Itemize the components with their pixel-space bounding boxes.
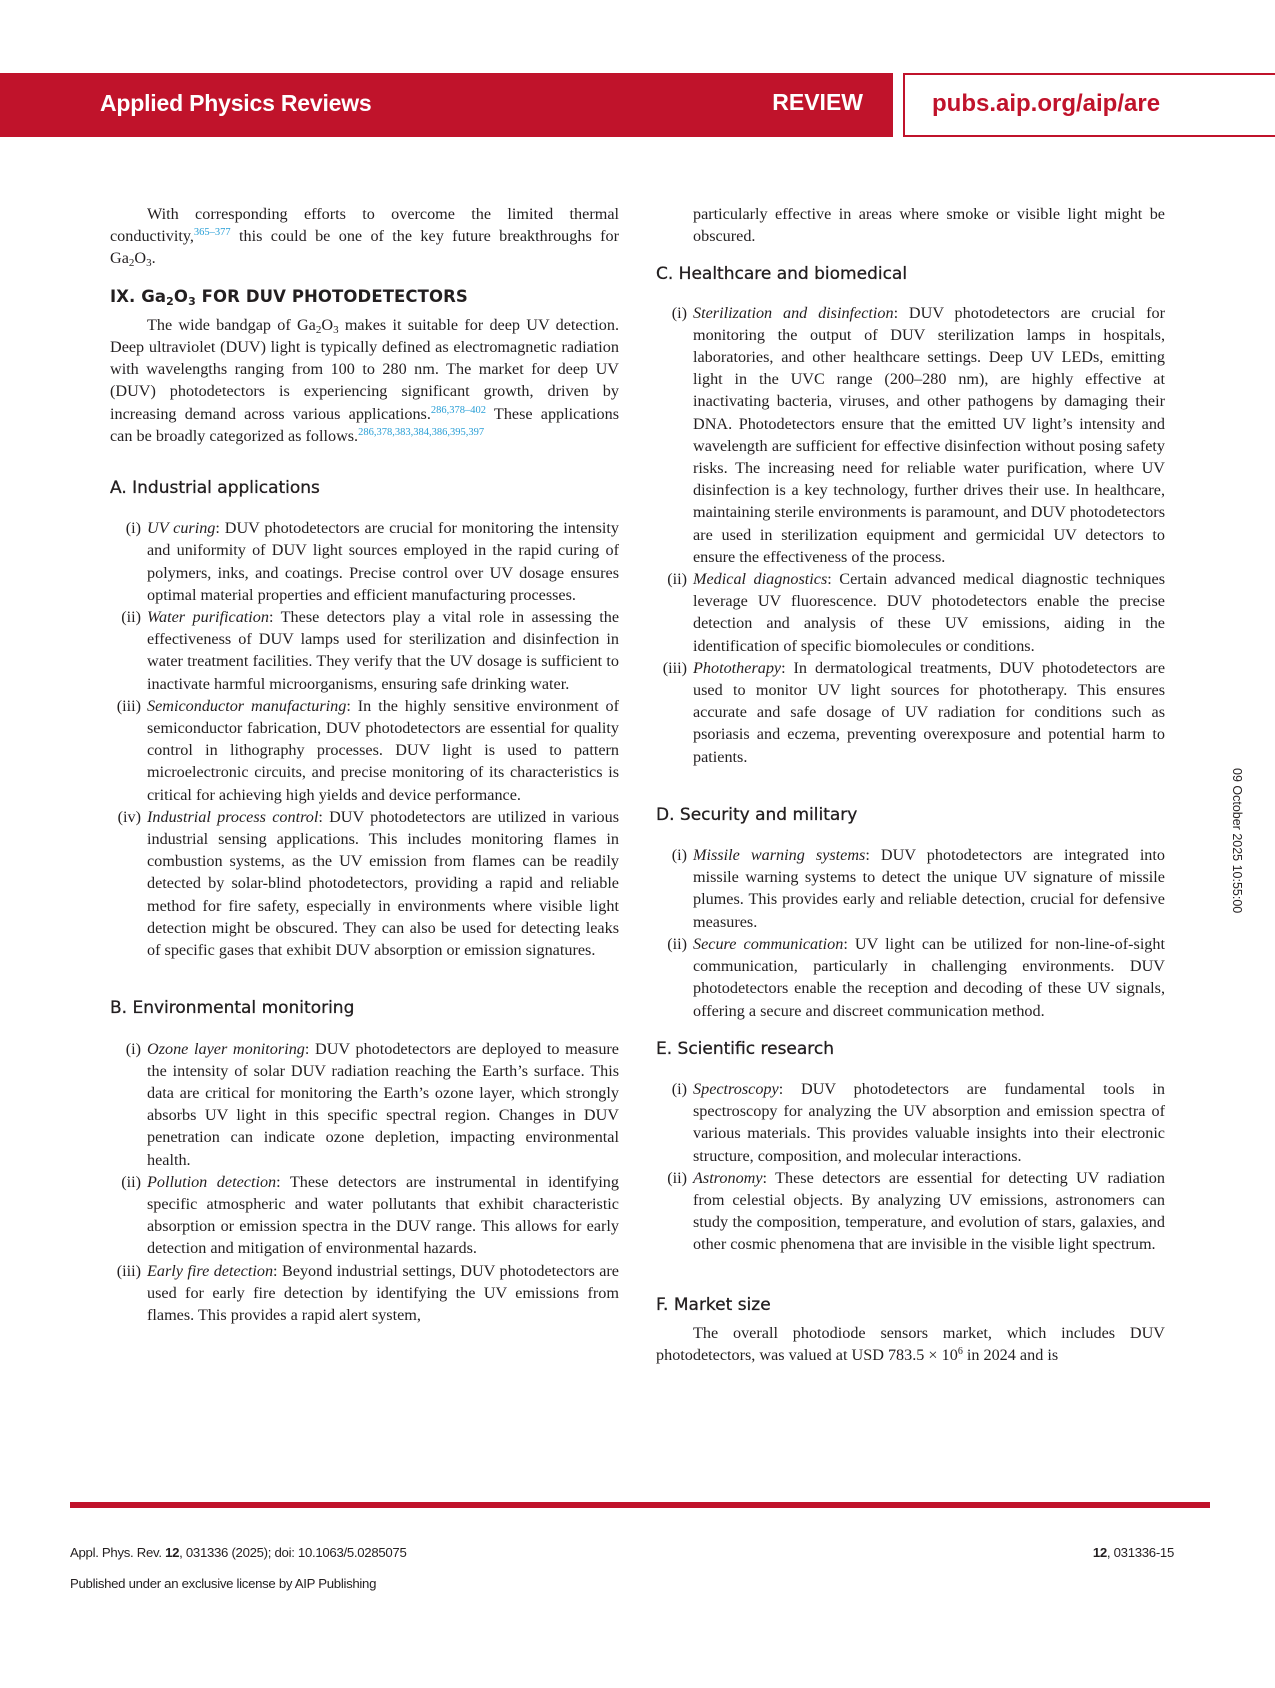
intro-text: O: [134, 249, 147, 268]
item-number: (ii): [121, 1172, 141, 1191]
list-environmental: [110, 1038, 619, 1327]
item-term: Spectroscopy: [693, 1079, 779, 1098]
doi-link[interactable]: , 031336 (2025); doi: 10.1063/5.0285075: [179, 1545, 407, 1560]
para-text: The wide bandgap of Ga: [147, 315, 316, 334]
item-number: (iv): [117, 807, 141, 826]
heading-text: IX. Ga: [110, 286, 167, 306]
list-item: [110, 606, 619, 695]
subscript: 3: [188, 294, 196, 308]
page-number: [1093, 1545, 1174, 1560]
item-term: UV curing: [147, 519, 216, 538]
item-number: (ii): [121, 608, 141, 627]
item-term: Medical diagnostics: [693, 570, 828, 589]
item-term: Pollution detection: [147, 1172, 277, 1191]
subsection-heading-a: A. Industrial applications: [110, 478, 320, 499]
continuation-text: particularly effective in areas where smoke or visible light might be obscured.: [693, 205, 1165, 246]
list-item: [656, 844, 1165, 933]
item-text: : Certain advanced medical diagnostic techniques leverage UV fluorescence. DUV photodetectors enable the precise detection and analysis of these UV emissions, aiding in the identification of specific biomolecules or conditions.: [693, 570, 1165, 655]
item-number: (ii): [667, 570, 687, 589]
list-industrial: [110, 517, 619, 961]
para-text: These applications can be broadly categorized as follows.: [110, 404, 619, 445]
subscript: 2: [166, 294, 174, 308]
item-number: (i): [671, 846, 687, 865]
item-text: : UV light can be utilized for non-line-of-sight communication, particularly in challenging environments. DUV photodetectors enable the reception and decoding of these UV signals, offering a secure and discreet communication method.: [693, 934, 1165, 1020]
left-column: [110, 203, 619, 1326]
journal-url-link[interactable]: pubs.aip.org/aip/are: [932, 90, 1161, 117]
list-item: [656, 302, 1165, 568]
item-text: : DUV photodetectors are deployed to measure the intensity of solar DUV radiation reaching the Earth’s surface. This data are critical for monitoring the Earth’s ozone layer, which strongly absorbs UV light in this specific spectral region. Changes in DUV penetration can indicate ozone depletion, impacting environmental health.: [147, 1039, 619, 1169]
list-item: [110, 695, 619, 806]
volume-number: 12: [1092, 1545, 1107, 1560]
section-ix-paragraph: [110, 314, 619, 447]
item-term: Astronomy: [693, 1168, 763, 1187]
volume-number: 12: [165, 1545, 180, 1560]
subsection-heading-d: D. Security and military: [656, 804, 858, 825]
item-text: : Beyond industrial settings, DUV photodetectors are used for early fire detection by identifying the UV emissions from flames. This provides a rapid alert system,: [147, 1261, 619, 1324]
subscript: 3: [333, 323, 339, 336]
section-heading-ix: [110, 286, 619, 308]
item-number: (ii): [667, 934, 687, 953]
journal-title[interactable]: Applied Physics Reviews: [100, 90, 372, 116]
list-item: [110, 517, 619, 606]
item-number: (iii): [116, 696, 141, 715]
item-text: : In dermatological treatments, DUV photodetectors are used to monitor UV light sources for phototherapy. This ensures accurate and safe dosage of UV radiation for conditions such as psoriasis and eczema, preventing overexposure and potential harm to patients.: [693, 658, 1165, 766]
intro-text: With corresponding efforts to overcome the limited thermal conductivity,: [110, 205, 619, 246]
para-text: O: [321, 315, 334, 334]
para-text: makes it suitable for deep UV detection. Deep ultraviolet (DUV) light is typically defined as electromagnetic radiation with wavelengths ranging from 100 to 280 nm. The market for deep UV (DUV) photodetectors is experiencing significant growth, driven by increasing demand across various applications.: [110, 315, 619, 423]
subsection-heading-b: B. Environmental monitoring: [110, 998, 355, 1019]
list-item: [110, 1260, 619, 1327]
footer-license: Published under an exclusive license by AIP Publishing: [70, 1576, 377, 1591]
footer-citation: [70, 1545, 407, 1560]
item-term: Sterilization and disinfection: [693, 303, 894, 322]
item-term: Early fire detection: [147, 1261, 274, 1280]
intro-text: .: [151, 249, 156, 268]
subscript: 3: [146, 257, 152, 270]
item-number: (i): [125, 519, 141, 538]
para-text: in 2024 and is: [962, 1345, 1059, 1364]
article-type-label: REVIEW: [772, 89, 863, 115]
download-timestamp: 09 October 2025 10:55:00: [1230, 768, 1244, 914]
market-size-paragraph: [656, 1322, 1165, 1366]
item-text: : These detectors are instrumental in identifying specific atmospheric and water pollutants that exhibit characteristic absorption or emission spectra in the DUV range. This allows for early detection and mitigation of environmental hazards.: [147, 1172, 619, 1258]
item-number: (ii): [667, 1168, 687, 1187]
item-number: (i): [125, 1039, 141, 1058]
journal-banner: [0, 73, 893, 137]
intro-paragraph: [110, 203, 619, 270]
item-term: Industrial process control: [147, 807, 319, 826]
item-number: (iii): [662, 658, 687, 677]
page-id: , 031336-15: [1106, 1545, 1174, 1560]
list-scientific: [656, 1078, 1165, 1256]
subsection-heading-c: C. Healthcare and biomedical: [656, 264, 908, 285]
list-item: [656, 568, 1165, 657]
list-item: [656, 933, 1165, 1022]
item-term: Secure communication: [693, 934, 844, 953]
item-term: Missile warning systems: [693, 846, 866, 865]
list-item: [656, 1167, 1165, 1256]
item-text: : These detectors are essential for detecting UV radiation from celestial objects. By analyzing UV emissions, astronomers can study the composition, temperature, and evolution of stars, galaxies, and other cosmic phenomena that are invisible in the visible light spectrum.: [693, 1168, 1165, 1254]
list-item: [110, 1171, 619, 1260]
list-item: [656, 1078, 1165, 1167]
item-text: : DUV photodetectors are crucial for monitoring the output of DUV sterilization lamps in hospitals, laboratories, and other healthcare settings. Deep UV LEDs, emitting light in the UVC range (200–280 nm), are highly effective at inactivating bacteria, viruses, and other pathogens by damaging their DNA. Photodetectors ensure that the emitted UV light’s intensity and wavelength are sufficient for effective disinfection without posing safety risks. The increasing need for reliable water purification, where UV disinfection is a key technology, further drives their use. In healthcare, maintaining sterile environments is paramount, and DUV photodetectors are used in sterilization equipment and germicidal UV detectors to ensure the effectiveness of the process.: [693, 303, 1165, 566]
subsection-heading-e: E. Scientific research: [656, 1038, 835, 1059]
subscript: 2: [315, 323, 322, 336]
item-term: Ozone layer monitoring: [147, 1039, 305, 1058]
item-term: Water purification: [147, 608, 269, 627]
citation-text: Appl. Phys. Rev.: [70, 1545, 166, 1560]
item-term: Semiconductor manufacturing: [147, 696, 347, 715]
list-healthcare: [656, 302, 1165, 768]
subscript: 2: [128, 257, 135, 270]
list-item: [110, 806, 619, 961]
para-text: The overall photodiode sensors market, which includes DUV photodetectors, was valued at USD 783.5 × 10: [656, 1323, 1165, 1364]
right-column: [656, 203, 1165, 1366]
item-number: (iii): [116, 1261, 141, 1280]
item-text: : DUV photodetectors are utilized in various industrial sensing applications. This includes monitoring flames in combustion systems, as the UV emission from flames can be readily detected by solar-blind photodetectors, providing a rapid and reliable method for fire safety, especially in environments where visible light detection might be obscured. They can also be used for detecting leaks of specific gases that exhibit DUV absorption or emission signatures.: [147, 807, 619, 960]
heading-text: FOR DUV PHOTODETECTORS: [195, 286, 468, 306]
item-text: : DUV photodetectors are crucial for monitoring the intensity and uniformity of DUV light sources employed in the rapid curing of polymers, inks, and coatings. Precise control over UV dosage ensures optimal material properties and efficient manufacturing processes.: [147, 519, 619, 604]
item-text: : In the highly sensitive environment of semiconductor fabrication, DUV photodetectors are essential for quality control in lithography processes. DUV light is used to pattern microelectronic circuits, and precise monitoring of its characteristics is critical for achieving high yields and device performance.: [147, 696, 619, 804]
subsection-heading-f: F. Market size: [656, 1294, 771, 1315]
citation-link[interactable]: 365–377: [193, 227, 231, 239]
list-item: [110, 1038, 619, 1171]
heading-text: O: [173, 286, 189, 306]
item-text: : These detectors play a vital role in assessing the effectiveness of DUV lamps used for sterilization and disinfection in water treatment facilities. They verify that the UV dosage is sufficient to inactivate harmful microorganisms, ensuring safe drinking water.: [147, 608, 619, 693]
citation-link[interactable]: 286,378–402: [430, 404, 487, 416]
citation-link[interactable]: 286,378,383,384,386,395,397: [358, 426, 485, 438]
list-security: [656, 844, 1165, 1022]
intro-text: this could be one of the key future breakthroughs for Ga: [110, 227, 619, 268]
item-text: : DUV photodetectors are integrated into missile warning systems to detect the unique UV signature of missile plumes. This provides early and reliable detection, crucial for defensive measures.: [693, 846, 1165, 931]
item-number: (i): [671, 303, 687, 322]
item-term: Phototherapy: [693, 658, 782, 677]
superscript: 6: [957, 1345, 963, 1357]
item-number: (i): [671, 1079, 687, 1098]
item-text: : DUV photodetectors are fundamental tools in spectroscopy for analyzing the UV absorption and emission spectra of various materials. This provides valuable insights into their electronic structure, composition, and molecular interactions.: [693, 1079, 1165, 1165]
footer-divider: [70, 1502, 1210, 1508]
list-item: [656, 657, 1165, 768]
journal-url-box: [903, 73, 1275, 137]
